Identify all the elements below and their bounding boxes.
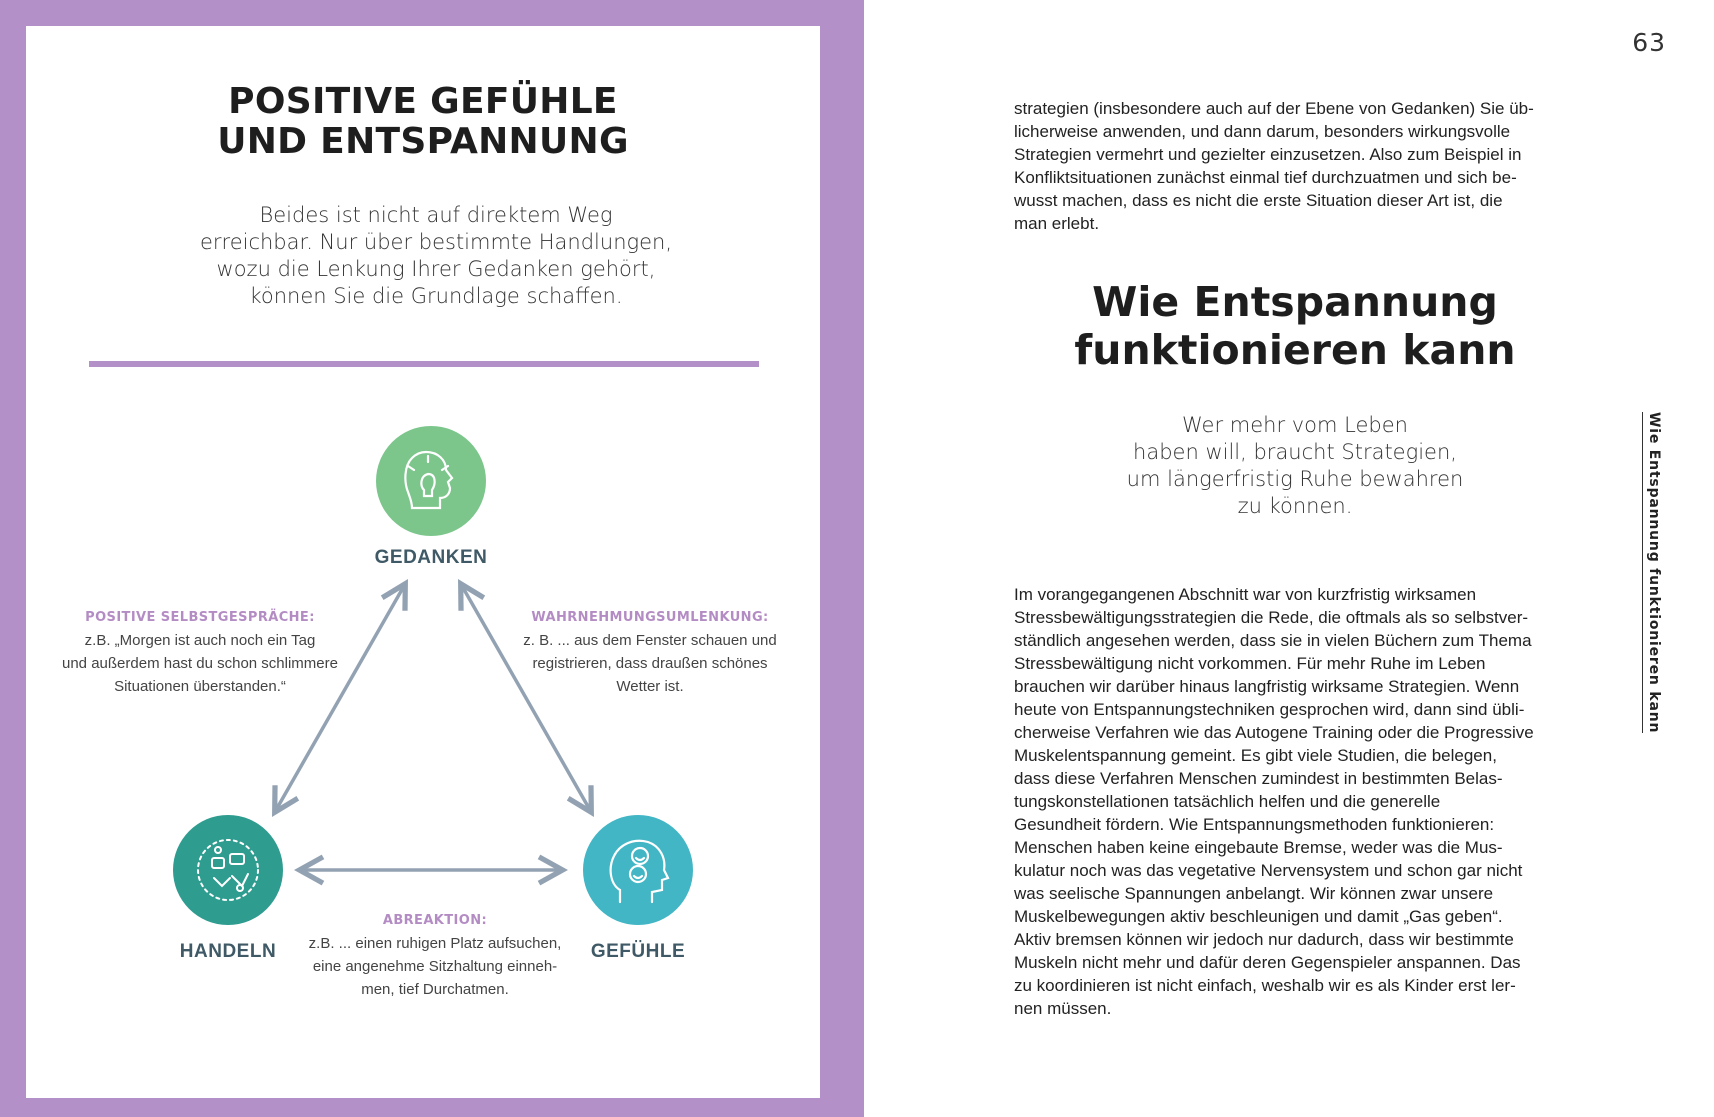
paragraph-line: Strategien vermehrt und gezielter einzusetzen. Also zum Beispiel in — [1014, 145, 1522, 164]
card-intro-line: erreichbar. Nur über bestimmte Handlungen, — [199, 230, 673, 254]
paragraph-line: man erlebt. — [1014, 214, 1100, 233]
node-gefuehle — [583, 815, 693, 925]
edge-heading: POSITIVE SELBSTGESPRÄCHE: — [85, 610, 315, 625]
edge-text-line: Wetter ist. — [616, 678, 684, 695]
paragraph-line: brauchen wir darüber hinaus langfristig wirksame Strategien. Wenn — [1014, 677, 1520, 696]
edge-text-line: z.B. ... einen ruhigen Platz aufsuchen, — [308, 935, 562, 952]
paragraph-line: dass diese Verfahren Menschen zumindest in bestimmten Belas- — [1014, 769, 1503, 788]
node-gedanken — [376, 426, 486, 536]
section-intro — [1070, 412, 1520, 520]
card-title — [26, 82, 820, 162]
edge-text-line: men, tief Durchatmen. — [361, 981, 509, 998]
page-number: 63 — [1632, 28, 1666, 57]
paragraph-line: kulatur noch was das vegetative Nervensystem und schon gar nicht — [1014, 861, 1523, 880]
running-head: Wie Entspannung funktionieren kann — [1642, 412, 1662, 733]
paragraph-line: cherweise Verfahren wie das Autogene Training oder die Progressive — [1014, 723, 1534, 742]
edge-heading: ABREAKTION: — [382, 913, 488, 928]
paragraph-line: Menschen haben keine eingebaute Bremse, weder was die Mus- — [1014, 838, 1503, 857]
card-intro-line: wozu die Lenkung Ihrer Gedanken gehört, — [216, 257, 656, 281]
paragraph-line: Muskeln nicht mehr und dafür deren Gegenspieler anspannen. Das — [1014, 953, 1521, 972]
paragraph-line: Konfliktsituationen zunächst einmal tief durchzuatmen und sich be- — [1014, 168, 1517, 187]
card-title-line: POSITIVE GEFÜHLE — [228, 81, 618, 122]
edge-text-line: registrieren, dass draußen schönes — [532, 655, 768, 672]
paragraph-line: Aktiv bremsen können wir jedoch nur dadurch, dass wir bestimmte — [1014, 930, 1514, 949]
edge-text-line: z.B. „Morgen ist auch noch ein Tag — [84, 632, 316, 649]
edge-text-line: und außerdem hast du schon schlimmere — [62, 655, 338, 672]
edge-label-positive-selbstgespraeche — [60, 610, 340, 698]
node-label-gedanken: GEDANKEN — [374, 547, 488, 568]
edge-heading: WAHRNEHMUNGSUMLENKUNG: — [531, 610, 769, 625]
card-intro-line: können Sie die Grundlage schaffen. — [249, 284, 623, 308]
paragraph-line: heute von Entspannungstechniken gesprochen wird, dann sind übli- — [1014, 700, 1525, 719]
paragraph-line: zu koordinieren ist nicht einfach, weshalb wir es als Kinder erst ler- — [1014, 976, 1516, 995]
edge-label-abreaktion — [295, 913, 575, 1001]
paragraph-line: Stressbewältigung nicht vorkommen. Für mehr Ruhe im Leben — [1014, 654, 1486, 673]
section-heading-line: Wie Entspannung — [1092, 278, 1498, 326]
paragraph-line: Im vorangegangenen Abschnitt war von kurzfristig wirksamen — [1014, 585, 1477, 604]
edge-text-line: eine angenehme Sitzhaltung einneh- — [312, 958, 558, 975]
node-label-gefuehle: GEFÜHLE — [590, 941, 686, 962]
edge-label-wahrnehmungsumlenkung — [510, 610, 790, 698]
edge-text-line: z. B. ... aus dem Fenster schauen und — [523, 632, 777, 649]
body-paragraph — [1014, 583, 1574, 1020]
paragraph-line: Gesundheit fördern. Wie Entspannungsmethoden funktionieren: — [1014, 815, 1495, 834]
paragraph-line: Stressbewältigungsstrategien die Rede, die oftmals als so selbstver- — [1014, 608, 1529, 627]
paragraph-line: licherweise anwenden, und dann darum, besonders wirkungsvolle — [1014, 122, 1511, 141]
section-intro-line: Wer mehr vom Leben — [1182, 413, 1408, 437]
paragraph-line: tungskonstellationen tatsächlich helfen und die generelle — [1014, 792, 1441, 811]
paragraph-line: Muskelentspannung gemeint. Es gibt viele Studien, die belegen, — [1014, 746, 1497, 765]
edge-text-line: Situationen überstanden.“ — [114, 678, 286, 695]
top-paragraph — [1014, 97, 1574, 235]
card-intro — [186, 202, 686, 310]
paragraph-line: wusst machen, dass es nicht die erste Situation dieser Art ist, die — [1014, 191, 1503, 210]
paragraph-line: Muskelbewegungen aktiv beschleunigen und damit „Gas geben“. — [1014, 907, 1503, 926]
paragraph-line: strategien (insbesondere auch auf der Ebene von Gedanken) Sie üb- — [1014, 99, 1534, 118]
paragraph-line: ständlich angesehen werden, dass sie in vielen Büchern zum Thema — [1014, 631, 1532, 650]
section-intro-line: zu können. — [1237, 494, 1353, 518]
card-intro-line: Beides ist nicht auf direktem Weg — [259, 203, 613, 227]
section-heading-line: funktionieren kann — [1074, 326, 1516, 374]
node-label-handeln: HANDELN — [179, 941, 277, 962]
node-handeln — [173, 815, 283, 925]
section-heading — [1030, 278, 1560, 374]
section-intro-line: haben will, braucht Strategien, — [1133, 440, 1457, 464]
divider-rule — [89, 361, 759, 367]
paragraph-line: was seelische Spannungen anbelangt. Wir können zwar unsere — [1014, 884, 1494, 903]
card-title-line: UND ENTSPANNUNG — [217, 121, 629, 162]
paragraph-line: nen müssen. — [1014, 999, 1112, 1018]
section-intro-line: um längerfristig Ruhe bewahren — [1126, 467, 1464, 491]
